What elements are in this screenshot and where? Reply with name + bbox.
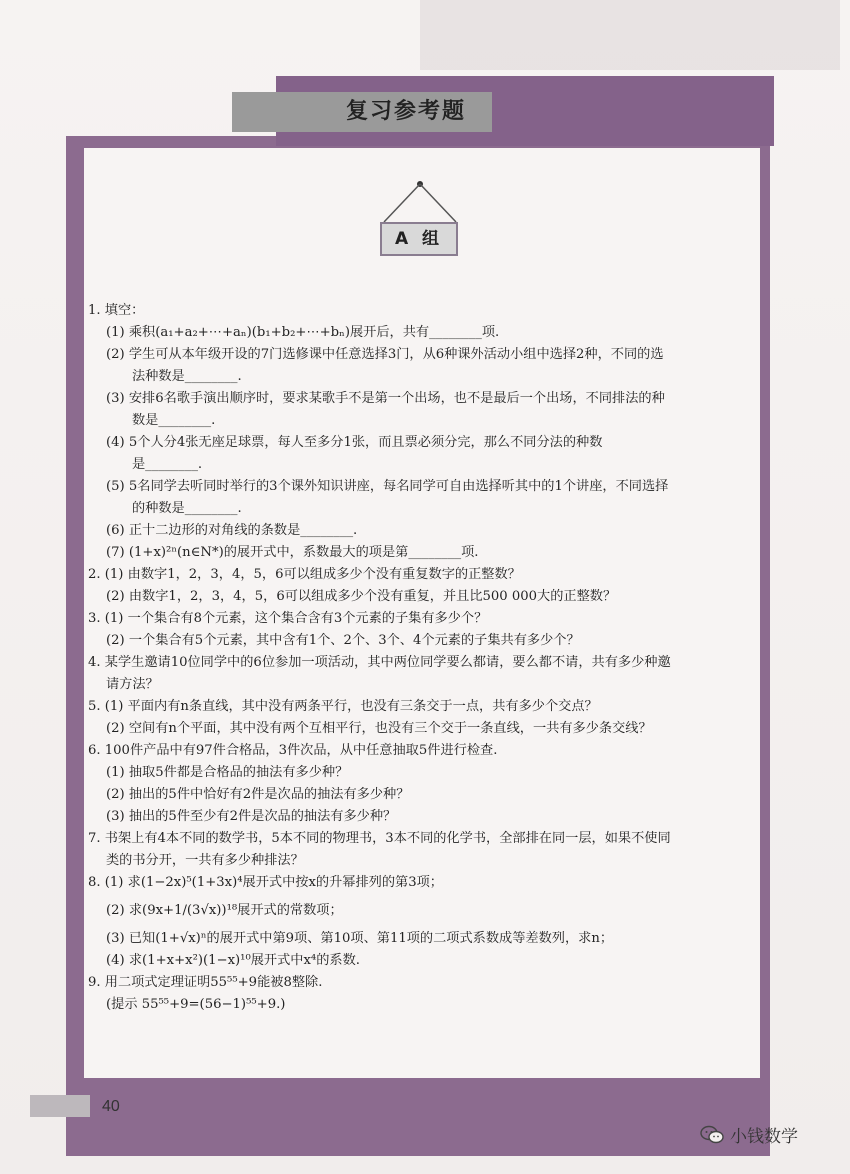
- q1-item-2: (2) 学生可从本年级开设的7门选修课中任意选择3门，从6种课外活动小组中选择2种，不同的选: [106, 347, 664, 362]
- q6-item-1: (1) 抽取5件都是合格品的抽法有多少种？: [106, 765, 349, 780]
- sign-string-icon: [370, 178, 470, 228]
- section-label: A 组: [394, 229, 444, 249]
- q3-item-2: (2) 一个集合有5个元素，其中含有1个、2个、3个、4个元素的子集共有多少个？: [106, 633, 580, 648]
- brand-watermark: [700, 1122, 798, 1147]
- scan-shadow: [420, 0, 840, 70]
- q7-text-cont: 类的书分开，一共有多少种排法？: [106, 853, 304, 868]
- page-title: 复习参考题: [346, 99, 467, 124]
- q8-item-3: (3) 已知(1+√x)ⁿ的展开式中第9项、第10项、第11项的二项式系数成等差数列，求n；: [106, 931, 614, 946]
- wechat-icon: [700, 1125, 724, 1145]
- q6-heading: 6. 100件产品中有97件合格品，3件次品，从中任意抽取5件进行检查.: [88, 743, 498, 758]
- brand-name: 小钱数学: [730, 1127, 798, 1147]
- q2-item-2: (2) 由数字1，2，3，4，5，6可以组成多少个没有重复，并且比500 000大的正整数？: [106, 589, 617, 604]
- q1-item-3: (3) 安排6名歌手演出顺序时，要求某歌手不是第一个出场，也不是最后一个出场，不同排法的种: [106, 391, 665, 406]
- q5-item-1: 5. (1) 平面内有n条直线，其中没有两条平行，也没有三条交于一点，共有多少个交点？: [88, 699, 598, 714]
- q1-heading: 1. 填空：: [88, 303, 145, 318]
- q2-item-1: 2. (1) 由数字1，2，3，4，5，6可以组成多少个没有重复数字的正整数？: [88, 567, 521, 582]
- q1-item-5: (5) 5名同学去听同时举行的3个课外知识讲座，每名同学可自由选择听其中的1个讲座，不同选择: [106, 479, 669, 494]
- q1-item-4: (4) 5个人分4张无座足球票，每人至多分1张，而且票必须分完，那么不同分法的种数: [106, 435, 603, 450]
- q1-item-2-cont: 法种数是________.: [132, 369, 242, 384]
- q4-text-cont: 请方法？: [106, 677, 159, 692]
- q8-item-2: (2) 求(9x+1/(3√x))¹⁸展开式的常数项；: [106, 903, 343, 918]
- page-number: 40: [102, 1098, 120, 1115]
- q9-text: 9. 用二项式定理证明55⁵⁵+9能被8整除.: [88, 975, 323, 990]
- q1-item-4-cont: 是________.: [132, 457, 203, 472]
- q1-item-6: (6) 正十二边形的对角线的条数是________.: [106, 523, 358, 538]
- q1-item-7: (7) (1+x)²ⁿ(n∈N*)的展开式中，系数最大的项是第________项.: [106, 545, 479, 560]
- footer-bar: [30, 1095, 90, 1117]
- q5-item-2: (2) 空间有n个平面，其中没有两个互相平行，也没有三个交于一条直线，一共有多少条交线？: [106, 721, 652, 736]
- q1-item-3-cont: 数是________.: [132, 413, 216, 428]
- q3-item-1: 3. (1) 一个集合有8个元素，这个集合含有3个元素的子集有多少个？: [88, 611, 488, 626]
- q1-item-5-cont: 的种数是________.: [132, 501, 242, 516]
- question-list: [88, 300, 758, 1016]
- q8-item-1: 8. (1) 求(1−2x)⁵(1+3x)⁴展开式中按x的升幂排列的第3项；: [88, 875, 443, 890]
- q7-text: 7. 书架上有4本不同的数学书，5本不同的物理书，3本不同的化学书，全部排在同一层，如果不使同: [88, 831, 671, 846]
- q1-item-1: (1) 乘积(a₁+a₂+⋯+aₙ)(b₁+b₂+⋯+bₙ)展开后，共有________项.: [106, 325, 500, 340]
- q4-text: 4. 某学生邀请10位同学中的6位参加一项活动，其中两位同学要么都请，要么都不请，共有多少种邀: [88, 655, 671, 670]
- q6-item-2: (2) 抽出的5件中恰好有2件是次品的抽法有多少种？: [106, 787, 410, 802]
- q9-hint: (提示 55⁵⁵+9=(56−1)⁵⁵+9.): [106, 997, 286, 1012]
- q6-item-3: (3) 抽出的5件至少有2件是次品的抽法有多少种？: [106, 809, 397, 824]
- q8-item-4: (4) 求(1+x+x²)(1−x)¹⁰展开式中x⁴的系数.: [106, 953, 360, 968]
